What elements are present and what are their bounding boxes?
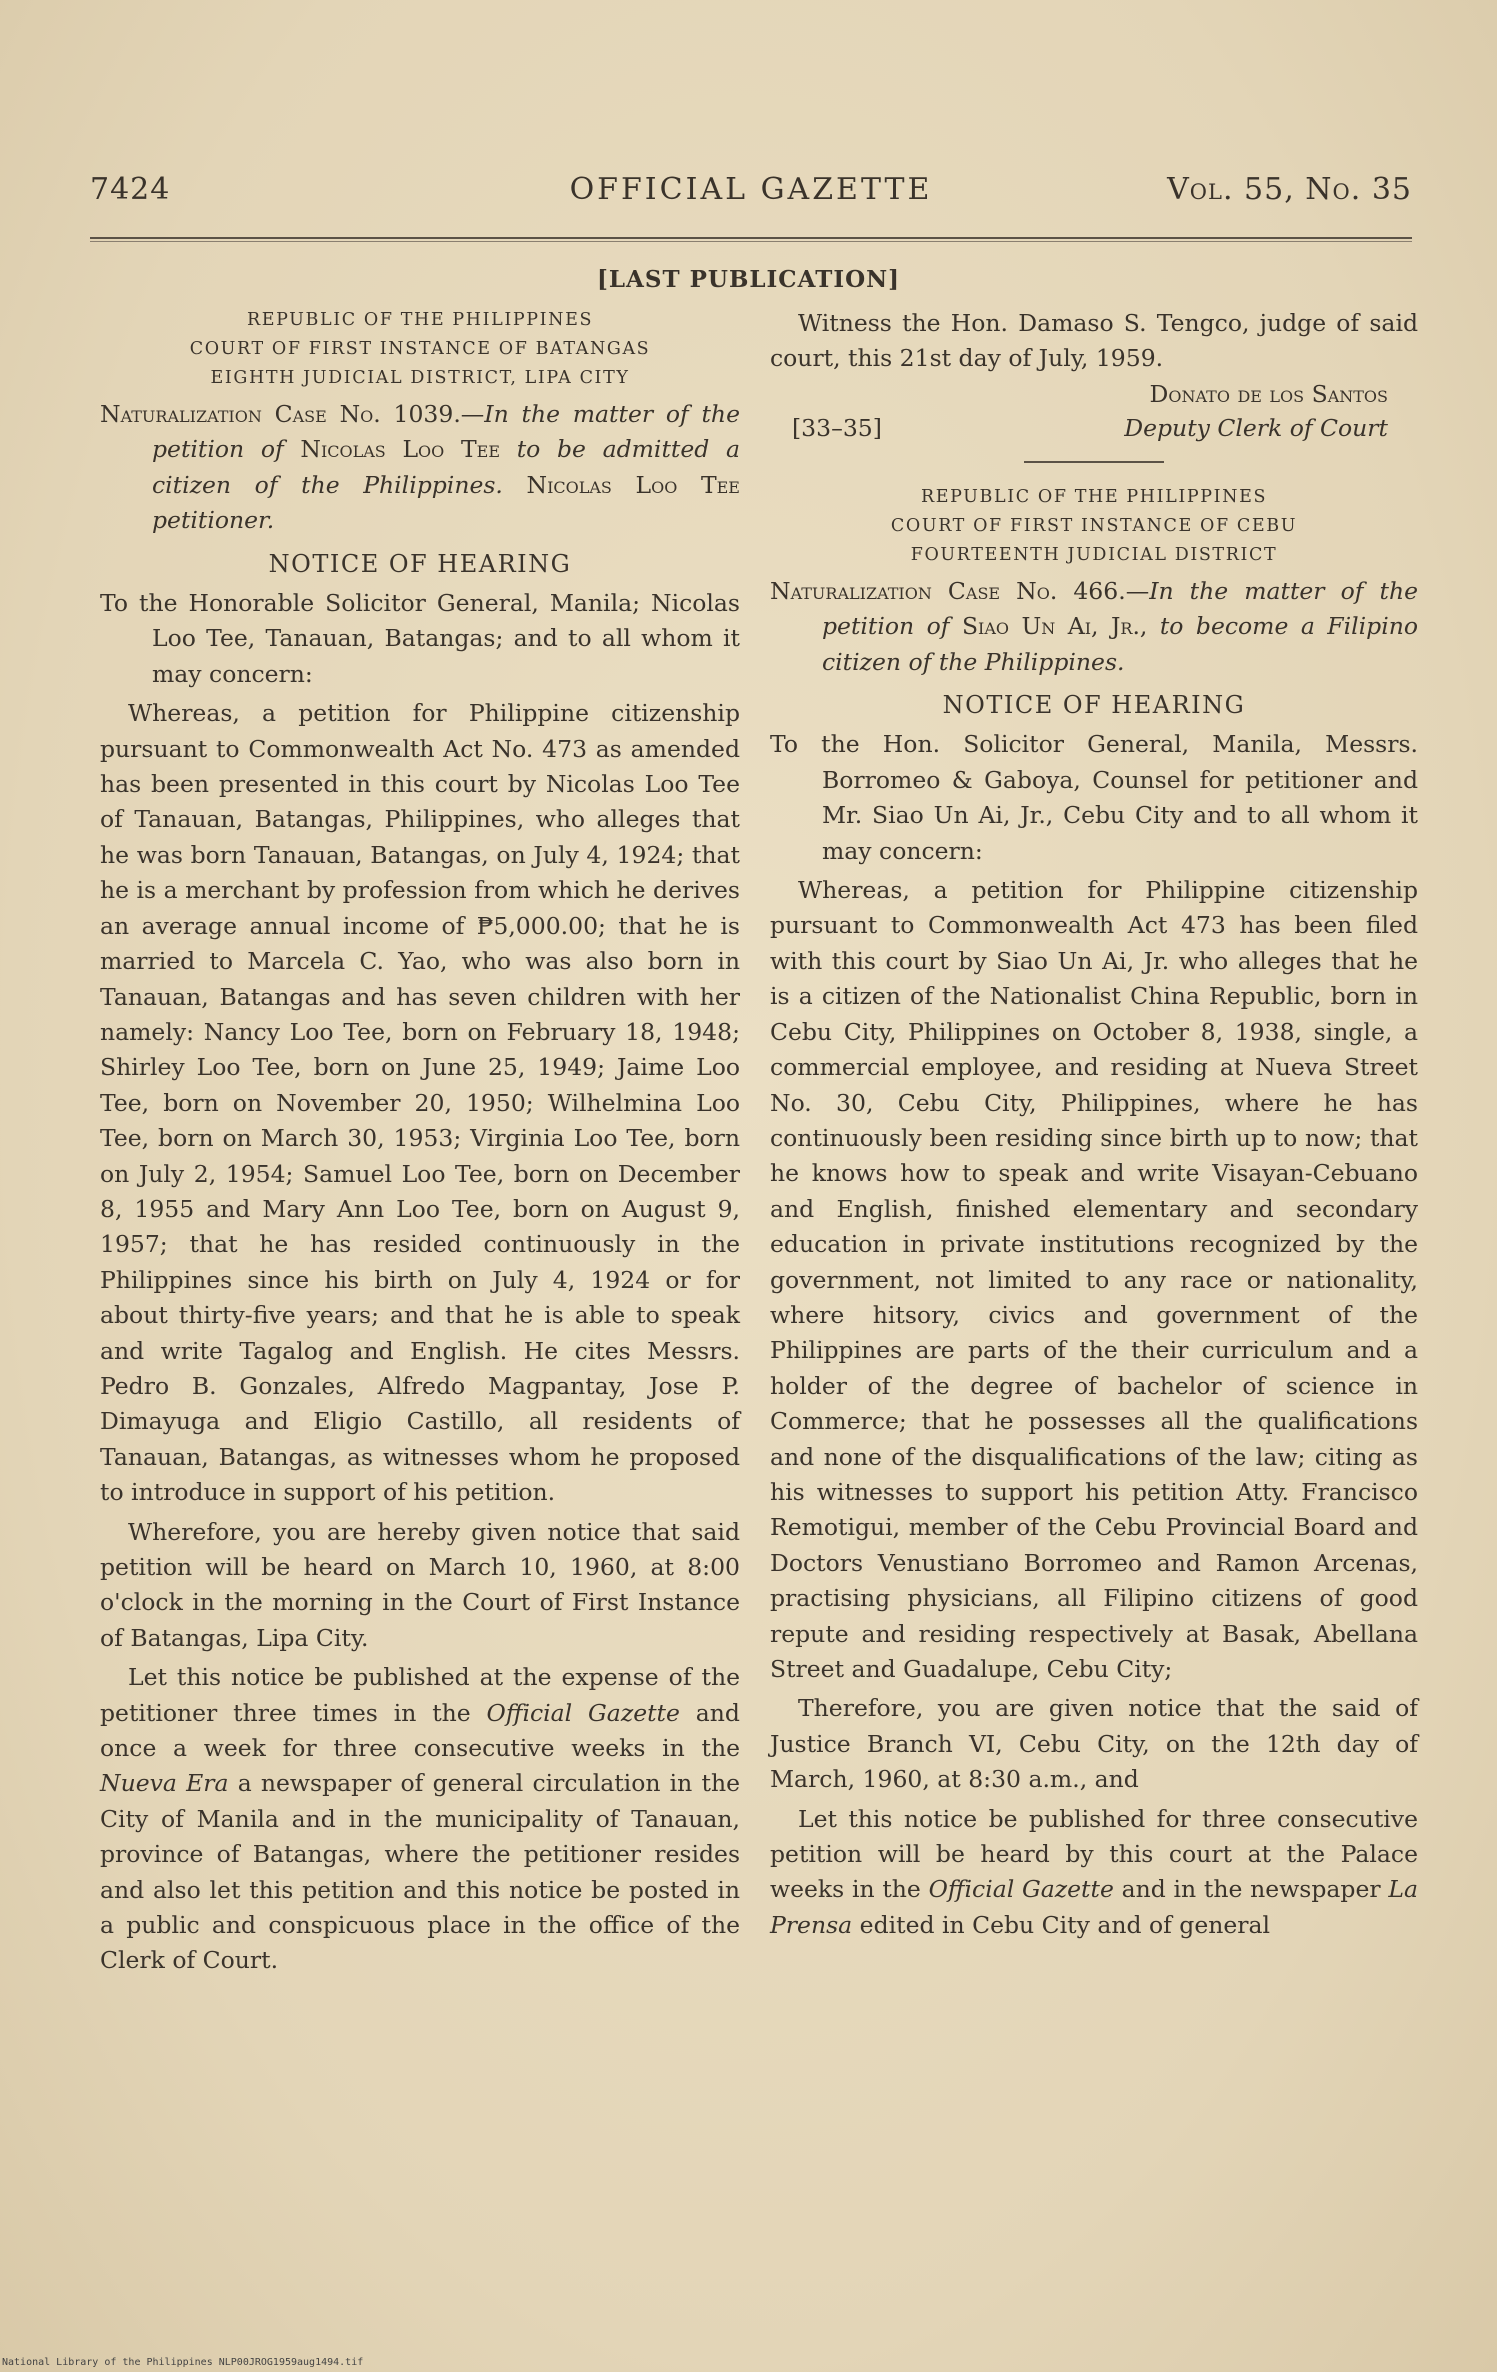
petitioner-name: Siao Un Ai, Jr., <box>961 612 1148 641</box>
publication-ref: [33–35] <box>792 413 882 442</box>
court-line: REPUBLIC OF THE PHILIPPINES <box>920 486 1268 507</box>
volume-number: Vol. 55, No. 35 <box>1167 172 1412 207</box>
court-heading-batangas <box>100 306 740 393</box>
petitioner-name: Nicolas Loo Tee <box>526 470 740 499</box>
page-header <box>90 172 1412 222</box>
official-gazette-ref: Official Gazette <box>928 1875 1114 1904</box>
archive-footer: National Library of the Philippines NLP00JROG1959aug1494.tif <box>2 2357 364 2368</box>
la-prensa-ref: La Prensa <box>770 1875 1418 1939</box>
case-matter: In the matter of the petition of <box>152 400 740 464</box>
section-divider <box>1024 461 1164 463</box>
text-run: and once a week for three consecutive weeks in the <box>100 1698 740 1763</box>
court-line: FOURTEENTH JUDICIAL DISTRICT <box>910 544 1278 565</box>
court-line: COURT OF FIRST INSTANCE OF BATANGAS <box>189 339 651 359</box>
petitioner-name: Nicolas Loo Tee <box>300 435 500 464</box>
page-number: 7424 <box>90 172 171 207</box>
notice-title: NOTICE OF HEARING <box>942 691 1246 720</box>
publication-title: OFFICIAL GAZETTE <box>569 172 933 207</box>
addressee: To the Honorable Solicitor General, Manila; Nicolas Loo Tee, Tanauan, Batangas; and to all whom it may concern: <box>100 589 740 688</box>
header-rule-thin <box>90 241 1412 242</box>
right-column <box>770 306 1418 1943</box>
signer-title: Deputy Clerk of Court <box>1124 413 1388 442</box>
case-caption: Naturalization Case No. 1039.—In the matter of the petition of Nicolas Loo Tee to be admitted a citizen of the Philippines. Nicolas Loo Tee petitioner. <box>100 400 740 535</box>
last-publication-label: [LAST PUBLICATION] <box>596 266 901 293</box>
text-run: Let this notice be published at the expense of the petitioner three times in the <box>100 1663 740 1727</box>
signer-name: Donato de los Santos <box>1149 379 1388 408</box>
addressee: To the Hon. Solicitor General, Manila, Messrs. Borromeo & Gaboya, Counsel for petitioner and Mr. Siao Un Ai, Jr., Cebu City and to all whom it may concern: <box>770 730 1418 865</box>
nueva-era-ref: Nueva Era <box>100 1769 229 1798</box>
whereas-paragraph: Whereas, a petition for Philippine citizenship pursuant to Commonwealth Act 473 has been filed with this court by Siao Un Ai, Jr. who alleges that he is a citizen of the Nationalist China Republic, born in Cebu City, Philippines on October 8, 1938, single, a commercial employee, and residing at Nueva Street No. 30, Cebu City, Philippines, where he has continuously been residing since birth up to now; that he knows how to speak and write Visayan-Cebuano and English, finished elementary and secondary education in private institutions recognized by the government, not limited to any race or nationality, where hitsory, civics and government of the Philippines are parts of the their curriculum and a holder of the degree of bachelor of science in Commerce; that he possesses all the qualifications and none of the disqualifications of the law; citing as his witnesses to support his petition Atty. Francisco Remotigui, member of the Cebu Provincial Board and Doctors Venustiano Borromeo and Ramon Arcenas, practising physicians, all Filipino citizens of good repute and residing respectively at Basak, Abellana Street and Guadalupe, Cebu City; <box>770 876 1418 1683</box>
case-matter: to be admitted a citizen of the Philippines. <box>152 435 740 499</box>
signature-block <box>770 377 1418 449</box>
court-line: REPUBLIC OF THE PHILIPPINES <box>246 310 594 330</box>
petitioner-word: petitioner. <box>152 506 275 535</box>
case-matter: to become a Filipino citizen of the Philippines. <box>822 612 1418 676</box>
case-label: Naturalization Case No. 466. <box>770 576 1126 605</box>
text-run: a newspaper of general circulation in the City of Manila and in the municipality of Tanauan, province of Batangas, where the petitioner resides and also let this petition and this notice be posted in a public and conspicuous place in the office of the Clerk of Court. <box>100 1769 740 1975</box>
therefore-paragraph: Therefore, you are given notice that the said of Justice Branch VI, Cebu City, on the 12th day of March, 1960, at 8:30 a.m., and <box>770 1694 1418 1794</box>
case-matter: In the matter of the petition of <box>822 576 1418 641</box>
publication-order-paragraph <box>770 1802 1418 1944</box>
witness-paragraph: Witness the Hon. Damaso S. Tengco, judge of said court, this 21st day of July, 1959. <box>770 309 1418 373</box>
header-rule <box>90 237 1412 239</box>
left-column <box>100 306 740 1979</box>
whereas-paragraph: Whereas, a petition for Philippine citizenship pursuant to Commonwealth Act No. 473 as amended has been presented in this court by Nicolas Loo Tee of Tanauan, Batangas, Philippines, who alleges that he was born Tanauan, Batangas, on July 4, 1924; that he is a merchant by profession from which he derives an average annual income of ₱5,000.00; that he is married to Marcela C. Yao, who was also born in Tanauan, Batangas and has seven children with her namely: Nancy Loo Tee, born on February 18, 1948; Shirley Loo Tee, born on June 25, 1949; Jaime Loo Tee, born on November 20, 1950; Wilhelmina Loo Tee, born on March 30, 1953; Virginia Loo Tee, born on July 2, 1954; Samuel Loo Tee, born on December 8, 1955 and Mary Ann Loo Tee, born on August 9, 1957; that he has resided continuously in the Philippines since his birth on July 4, 1924 or for about thirty-five years; and that he is able to speak and write Tagalog and English. He cites Messrs. Pedro B. Gonzales, Alfredo Magpantay, Jose P. Dimayuga and Eligio Castillo, all residents of Tanauan, Batangas, as witnesses whom he proposed to introduce in support of his petition. <box>100 699 740 1507</box>
text-run: edited in Cebu City and of general <box>859 1910 1271 1939</box>
publication-order-paragraph <box>100 1660 740 1979</box>
court-line: COURT OF FIRST INSTANCE OF CEBU <box>890 515 1298 536</box>
case-label: Naturalization Case No. 1039. <box>100 400 461 428</box>
wherefore-paragraph: Wherefore, you are hereby given notice that said petition will be heard on March 10, 1960, at 8:00 o'clock in the morning in the Court of First Instance of Batangas, Lipa City. <box>100 1517 740 1652</box>
court-line: EIGHTH JUDICIAL DISTRICT, LIPA CITY <box>210 368 630 388</box>
notice-title: NOTICE OF HEARING <box>268 549 572 578</box>
case-caption: Naturalization Case No. 466.—In the matter of the petition of Siao Un Ai, Jr., to become a Filipino citizen of the Philippines. <box>770 576 1418 676</box>
official-gazette-ref: Official Gazette <box>486 1698 680 1727</box>
text-run: and in the newspaper <box>1121 1875 1381 1904</box>
court-heading-cebu <box>770 483 1418 570</box>
text-run: Let this notice be published for three consecutive petition will be heard by this court at the Palace weeks in the <box>770 1804 1418 1904</box>
